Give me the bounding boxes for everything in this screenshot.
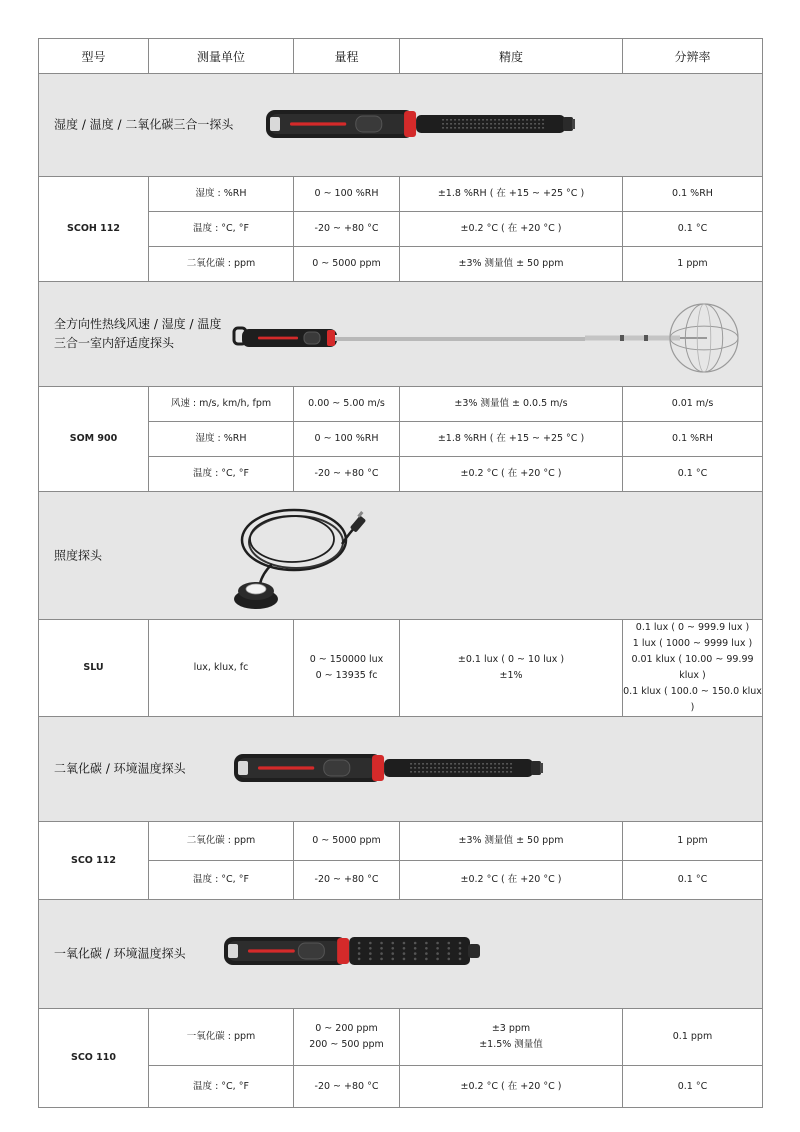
- accuracy-cell: [400, 177, 623, 212]
- section-banner-row: [39, 900, 763, 1009]
- omnidirectional-hot-wire-probe-image: [232, 294, 742, 374]
- accuracy-line: ±3 ppm: [491, 1023, 531, 1034]
- range-cell: [294, 620, 400, 717]
- range-line: 0 ~ 5000 ppm: [312, 258, 381, 269]
- accuracy-line: ±0.1 lux ( 0 ~ 10 lux ): [457, 654, 565, 665]
- handheld-probe-with-vented-tip-image: [232, 749, 547, 787]
- model-cell: SLU: [39, 620, 149, 717]
- range-cell: [294, 457, 400, 492]
- header-model: 型号: [39, 39, 149, 74]
- resolution-line: 0.1 °C: [677, 1080, 708, 1092]
- range-cell: [294, 387, 400, 422]
- range-line: 0 ~ 13935 fc: [315, 670, 378, 681]
- probe-spec-table: [38, 38, 763, 1108]
- section-banner: [39, 74, 763, 177]
- model-cell: SCO 110: [39, 1009, 149, 1108]
- section-banner: [39, 900, 763, 1009]
- resolution-line: 0.1 klux ( 100.0 ~ 150.0 klux ): [623, 686, 762, 713]
- unit-cell: 湿度 : %RH: [149, 422, 294, 457]
- section-banner: [39, 282, 763, 387]
- resolution-line: 0.01 m/s: [671, 398, 714, 409]
- accuracy-line: ±1.5% 测量值: [479, 1039, 543, 1050]
- resolution-line: 0.1 °C: [677, 468, 708, 479]
- accuracy-line: ±1.8 %RH ( 在 +15 ~ +25 °C ): [437, 188, 585, 199]
- model-cell: SOM 900: [39, 387, 149, 492]
- resolution-cell: [623, 212, 763, 247]
- resolution-cell: [623, 457, 763, 492]
- resolution-line: 0.1 lux ( 0 ~ 999.9 lux ): [635, 622, 750, 633]
- resolution-cell: [623, 620, 763, 717]
- accuracy-line: ±0.2 °C ( 在 +20 °C ): [460, 1080, 562, 1092]
- header-resolution: 分辨率: [623, 39, 763, 74]
- accuracy-line: ±0.2 °C ( 在 +20 °C ): [460, 223, 562, 234]
- table-row: [39, 620, 763, 717]
- range-cell: [294, 247, 400, 282]
- accuracy-line: ±1%: [499, 670, 523, 681]
- light-sensor-with-coiled-cable-image: [232, 502, 377, 612]
- resolution-cell: [623, 822, 763, 861]
- accuracy-cell: [400, 422, 623, 457]
- table-row: [39, 387, 763, 422]
- header-unit: 测量单位: [149, 39, 294, 74]
- accuracy-cell: [400, 212, 623, 247]
- table-row: [39, 1009, 763, 1066]
- section-banner-row: [39, 717, 763, 822]
- section-title: 一氧化碳 / 环境温度探头: [54, 946, 186, 961]
- unit-cell: 温度 : °C, °F: [149, 457, 294, 492]
- accuracy-cell: [400, 620, 623, 717]
- table-row: [39, 822, 763, 861]
- resolution-line: 1 ppm: [677, 258, 708, 269]
- unit-cell: 二氧化碳 : ppm: [149, 822, 294, 861]
- resolution-cell: [623, 1066, 763, 1108]
- section-title: 全方向性热线风速 / 湿度 / 温度 三合一室内舒适度探头: [54, 317, 222, 350]
- resolution-cell: [623, 177, 763, 212]
- unit-cell: 湿度 : %RH: [149, 177, 294, 212]
- range-line: 0 ~ 100 %RH: [314, 188, 379, 199]
- unit-cell: lux, klux, fc: [149, 620, 294, 717]
- accuracy-line: ±1.8 %RH ( 在 +15 ~ +25 °C ): [437, 433, 585, 444]
- accuracy-cell: [400, 861, 623, 900]
- unit-cell: 温度 : °C, °F: [149, 1066, 294, 1108]
- range-cell: [294, 1066, 400, 1108]
- resolution-line: 1 ppm: [677, 835, 708, 846]
- range-line: -20 ~ +80 °C: [314, 468, 379, 479]
- range-line: -20 ~ +80 °C: [314, 874, 379, 885]
- resolution-line: 0.1 %RH: [672, 188, 713, 199]
- section-banner-row: [39, 492, 763, 620]
- section-title: 照度探头: [54, 548, 103, 562]
- range-cell: [294, 1009, 400, 1066]
- range-line: 0 ~ 100 %RH: [314, 433, 379, 444]
- range-line: 0 ~ 150000 lux: [309, 654, 384, 665]
- accuracy-line: ±3% 测量值 ± 0.0.5 m/s: [454, 398, 568, 409]
- header-range: 量程: [294, 39, 400, 74]
- resolution-line: 0.01 klux ( 10.00 ~ 99.99 klux ): [631, 654, 754, 681]
- section-banner: [39, 492, 763, 620]
- section-banner: [39, 717, 763, 822]
- unit-cell: 风速 : m/s, km/h, fpm: [149, 387, 294, 422]
- accuracy-cell: [400, 387, 623, 422]
- range-cell: [294, 861, 400, 900]
- accuracy-line: ±3% 测量值 ± 50 ppm: [458, 835, 564, 846]
- range-line: 0.00 ~ 5.00 m/s: [308, 398, 385, 409]
- range-line: -20 ~ +80 °C: [314, 223, 379, 234]
- accuracy-cell: [400, 247, 623, 282]
- resolution-line: 0.1 °C: [677, 874, 708, 885]
- handheld-probe-with-perforated-tip-image: [222, 932, 484, 970]
- resolution-cell: [623, 861, 763, 900]
- model-cell: SCO 112: [39, 822, 149, 900]
- resolution-line: 1 lux ( 1000 ~ 9999 lux ): [632, 638, 753, 649]
- accuracy-line: ±0.2 °C ( 在 +20 °C ): [460, 468, 562, 479]
- accuracy-line: ±3% 测量值 ± 50 ppm: [458, 258, 564, 269]
- accuracy-line: ±0.2 °C ( 在 +20 °C ): [460, 874, 562, 885]
- range-cell: [294, 212, 400, 247]
- resolution-cell: [623, 387, 763, 422]
- unit-cell: 二氧化碳 : ppm: [149, 247, 294, 282]
- resolution-cell: [623, 1009, 763, 1066]
- range-line: 0 ~ 5000 ppm: [312, 835, 381, 846]
- unit-cell: 温度 : °C, °F: [149, 861, 294, 900]
- table-header-row: [39, 39, 763, 74]
- accuracy-cell: [400, 457, 623, 492]
- range-cell: [294, 822, 400, 861]
- range-cell: [294, 422, 400, 457]
- section-title: 湿度 / 温度 / 二氧化碳三合一探头: [54, 117, 234, 132]
- section-title: 二氧化碳 / 环境温度探头: [54, 761, 186, 776]
- resolution-line: 0.1 ppm: [672, 1031, 713, 1042]
- section-banner-row: [39, 282, 763, 387]
- accuracy-cell: [400, 1009, 623, 1066]
- resolution-cell: [623, 247, 763, 282]
- accuracy-cell: [400, 822, 623, 861]
- resolution-cell: [623, 422, 763, 457]
- table-row: [39, 177, 763, 212]
- resolution-line: 0.1 %RH: [672, 433, 713, 444]
- range-line: 0 ~ 200 ppm: [315, 1023, 378, 1034]
- accuracy-cell: [400, 1066, 623, 1108]
- unit-cell: 一氧化碳 : ppm: [149, 1009, 294, 1066]
- header-accuracy: 精度: [400, 39, 623, 74]
- unit-cell: 温度 : °C, °F: [149, 212, 294, 247]
- range-line: -20 ~ +80 °C: [314, 1080, 379, 1092]
- section-banner-row: [39, 74, 763, 177]
- range-cell: [294, 177, 400, 212]
- handheld-probe-with-vented-tip-image: [264, 107, 579, 141]
- model-cell: SCOH 112: [39, 177, 149, 282]
- resolution-line: 0.1 °C: [677, 223, 708, 234]
- range-line: 200 ~ 500 ppm: [309, 1039, 384, 1050]
